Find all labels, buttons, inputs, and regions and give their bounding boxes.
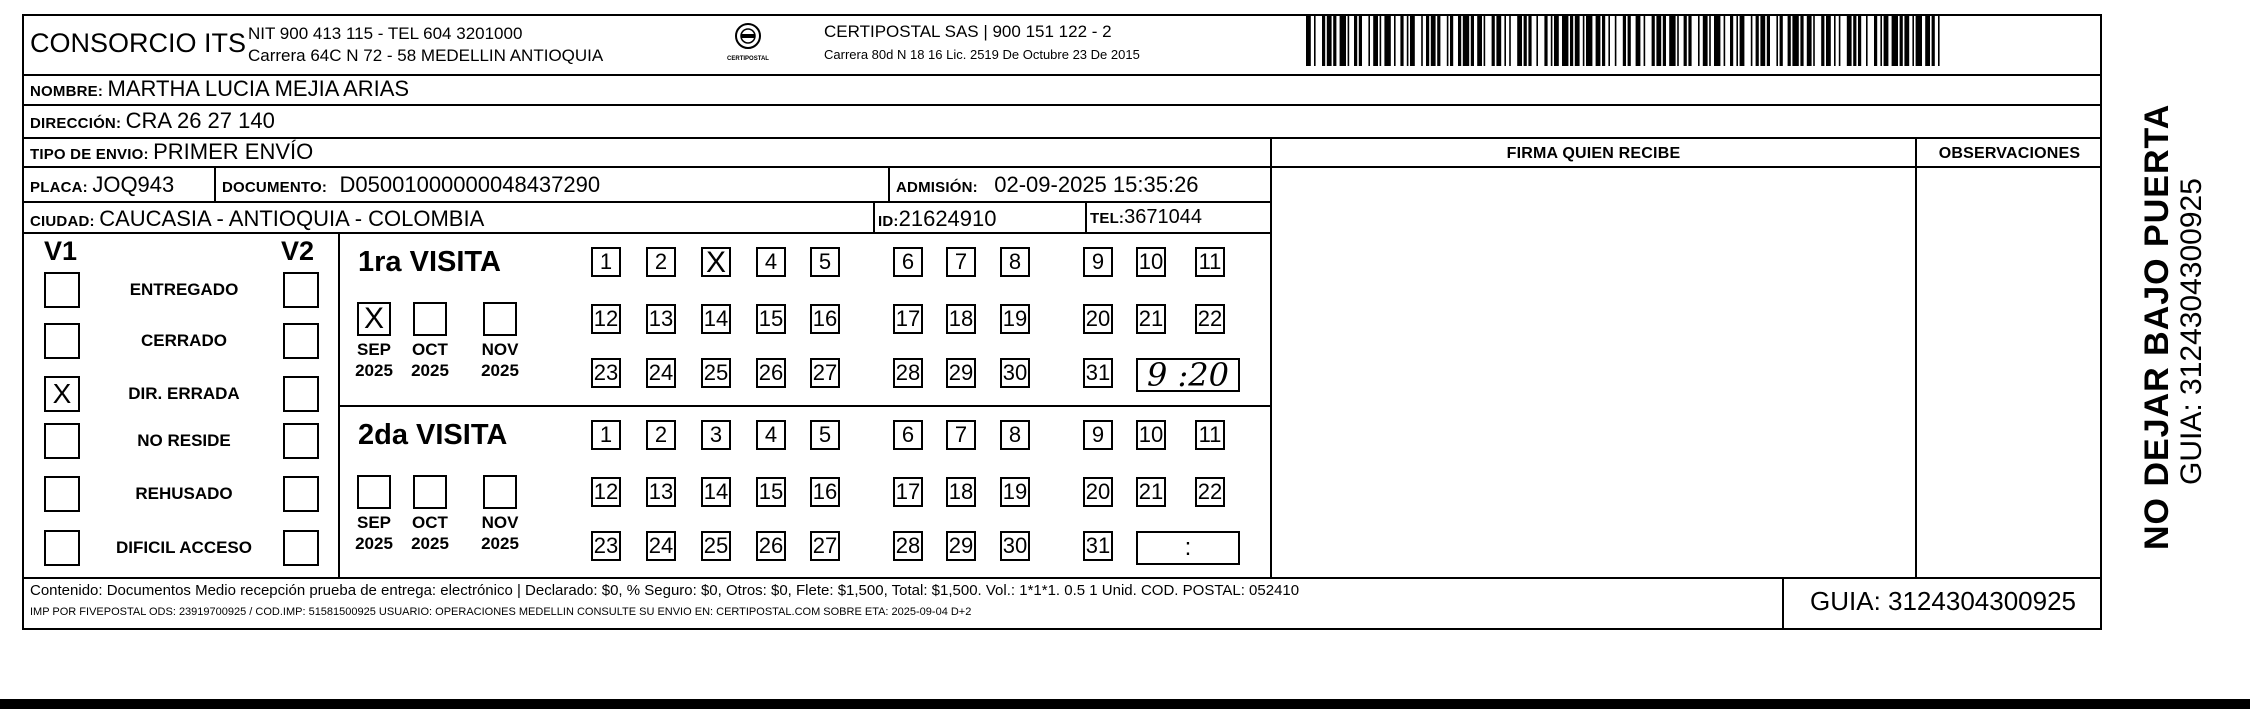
barcode-bar [1354, 14, 1357, 66]
barcode-bar [1724, 14, 1726, 66]
barcode-bar [1596, 14, 1601, 66]
visit2-day-28[interactable]: 28 [893, 531, 923, 561]
visit1-year-label-oct: 2025 [411, 361, 449, 380]
visit2-month-checkbox-nov[interactable] [483, 475, 517, 509]
visit1-month-label-sep: SEP [356, 340, 392, 359]
barcode-bar [1874, 14, 1877, 66]
direccion-value: CRA 26 27 140 [125, 108, 275, 133]
barcode-bar [1528, 14, 1531, 66]
visit1-day-4[interactable]: 4 [756, 247, 786, 277]
side-no-dejar: NO DEJAR BAJO PUERTA [2138, 103, 2176, 550]
barcode-bar [1450, 14, 1453, 66]
barcode-bar [1562, 14, 1568, 66]
barcode-bar [1813, 14, 1815, 66]
barcode-bar [1932, 14, 1935, 66]
visit1-day-22[interactable]: 22 [1195, 304, 1225, 334]
v1-checkbox-dir-errada[interactable]: X [44, 376, 80, 412]
barcode-bar [1368, 14, 1370, 66]
visit1-year-label-nov: 2025 [481, 361, 519, 380]
ciudad-value: CAUCASIA - ANTIOQUIA - COLOMBIA [99, 206, 485, 231]
visit1-day-28[interactable]: 28 [893, 358, 923, 388]
barcode-bar [1767, 14, 1770, 66]
v2-checkbox-rehusado[interactable] [283, 476, 319, 512]
id-value: 21624910 [898, 206, 997, 231]
visit2-day-20[interactable]: 20 [1083, 477, 1113, 507]
visit1-year-label-sep: 2025 [355, 361, 393, 380]
tipo-envio-field [30, 139, 313, 165]
id-label: ID: [878, 213, 899, 230]
placa-field [30, 172, 174, 198]
barcode-bar [1826, 14, 1831, 66]
visit2-day-12[interactable]: 12 [591, 477, 621, 507]
visit1-day-14[interactable]: 14 [701, 304, 731, 334]
visit1-title: 1ra VISITA [358, 246, 501, 278]
courier-license: Carrera 80d N 18 16 Lic. 2519 De Octubre 23 De 2015 [824, 47, 1140, 62]
v2-checkbox-cerrado[interactable] [283, 323, 319, 359]
company-name: CONSORCIO ITS [30, 28, 247, 58]
documento-field [222, 172, 600, 198]
footer-guia: GUIA: 3124304300925 [1810, 586, 2076, 616]
documento-label: DOCUMENTO: [222, 179, 328, 196]
barcode-bar [1421, 14, 1423, 66]
barcode-bar [1477, 14, 1482, 66]
barcode-bar [1517, 14, 1522, 66]
admision-field [896, 172, 1199, 198]
barcode-bar [1426, 14, 1429, 66]
barcode-bar [1570, 14, 1573, 66]
barcode-bar [1348, 14, 1350, 66]
barcode-bar [1373, 14, 1378, 66]
barcode-bar [1714, 14, 1720, 66]
barcode-bar [1575, 14, 1580, 66]
barcode-bar [1437, 14, 1440, 66]
visit1-day-20[interactable]: 20 [1083, 304, 1113, 334]
barcode-bar [1314, 14, 1316, 66]
visit2-day-31[interactable]: 31 [1083, 531, 1113, 561]
visit2-month-checkbox-oct[interactable] [413, 475, 447, 509]
visit1-day-15[interactable]: 15 [756, 304, 786, 334]
status-label-rehusado: REHUSADO [135, 484, 233, 503]
visit1-day-10[interactable]: 10 [1136, 247, 1166, 277]
visit2-day-3[interactable]: 3 [701, 420, 731, 450]
barcode-bar [1554, 14, 1559, 66]
barcode-bar [1688, 14, 1691, 66]
visit2-day-9[interactable]: 9 [1083, 420, 1113, 450]
visit1-day-29[interactable]: 29 [946, 358, 976, 388]
visit1-day-19[interactable]: 19 [1000, 304, 1030, 334]
barcode-bar [1916, 14, 1922, 66]
ciudad-field [30, 206, 484, 232]
barcode-bar [1431, 14, 1436, 66]
visit2-day-17[interactable]: 17 [893, 477, 923, 507]
visit2-day-4[interactable]: 4 [756, 420, 786, 450]
courier-name: CERTIPOSTAL SAS | 900 151 122 - 2 [824, 22, 1112, 41]
barcode-bar [1756, 14, 1759, 66]
visit1-day-2[interactable]: 2 [646, 247, 676, 277]
visit2-month-label-oct: OCT [412, 513, 448, 532]
visit2-day-8[interactable]: 8 [1000, 420, 1030, 450]
status-label-entregado: ENTREGADO [129, 280, 239, 299]
barcode-bar [1760, 14, 1765, 66]
visit2-day-1[interactable]: 1 [591, 420, 621, 450]
barcode-bar [1925, 14, 1930, 66]
visit2-day-14[interactable]: 14 [701, 477, 731, 507]
barcode-bar [1834, 14, 1836, 66]
visit1-day-11[interactable]: 11 [1195, 247, 1225, 277]
v2-checkbox-entregado[interactable] [283, 272, 319, 308]
firma-header: FIRMA QUIEN RECIBE [1506, 145, 1681, 162]
direccion-label: DIRECCIÓN: [30, 115, 122, 132]
barcode-bar [1509, 14, 1511, 66]
v2-header: V2 [281, 236, 315, 266]
status-label-dificil-acceso: DIFICIL ACCESO [115, 538, 252, 557]
visit1-month-checkbox-oct[interactable] [413, 302, 447, 336]
visit2-day-24[interactable]: 24 [646, 531, 676, 561]
certipostal-logo [720, 22, 776, 68]
visit1-day-25[interactable]: 25 [701, 358, 731, 388]
direccion-field [30, 108, 275, 134]
visit2-day-15[interactable]: 15 [756, 477, 786, 507]
barcode-bar [1504, 14, 1506, 66]
v1-checkbox-dificil-acceso[interactable] [44, 530, 80, 566]
barcode-bar [1912, 14, 1914, 66]
barcode-bar [1636, 14, 1641, 66]
barcode-bar [1394, 14, 1396, 66]
visit1-day-13[interactable]: 13 [646, 304, 676, 334]
barcode-bar [1544, 14, 1547, 66]
visit2-day-7[interactable]: 7 [946, 420, 976, 450]
visit2-day-16[interactable]: 16 [810, 477, 840, 507]
barcode-bar [1644, 14, 1646, 66]
barcode-bar [1492, 14, 1495, 66]
visit1-day-24[interactable]: 24 [646, 358, 676, 388]
barcode-bar [1684, 14, 1687, 66]
visit1-day-5[interactable]: 5 [810, 247, 840, 277]
barcode-bar [1322, 14, 1325, 66]
visit1-day-27[interactable]: 27 [810, 358, 840, 388]
certipostal-logo-icon [730, 22, 766, 50]
barcode-bar [1327, 14, 1332, 66]
barcode-bar [1904, 14, 1909, 66]
barcode-bar [1384, 14, 1390, 66]
barcode-bar [1792, 14, 1798, 66]
barcode-bar [1736, 14, 1738, 66]
visit2-month-label-sep: SEP [356, 513, 392, 532]
barcode-bar [1866, 14, 1868, 66]
v1-header: V1 [44, 236, 78, 266]
barcode-bar [1709, 14, 1711, 66]
nombre-label: NOMBRE: [30, 83, 104, 100]
visit1-month-checkbox-nov[interactable] [483, 302, 517, 336]
barcode-bar [1652, 14, 1655, 66]
visit2-month-checkbox-sep[interactable] [357, 475, 391, 509]
visit1-time-box[interactable]: 9 :20 [1136, 358, 1240, 392]
visit1-day-18[interactable]: 18 [946, 304, 976, 334]
tel-value: 3671044 [1124, 206, 1203, 228]
barcode-bar [1788, 14, 1791, 66]
visit2-day-18[interactable]: 18 [946, 477, 976, 507]
v1-checkbox-cerrado[interactable] [44, 323, 80, 359]
visit2-day-27[interactable]: 27 [810, 531, 840, 561]
barcode-bar [1938, 14, 1940, 66]
tipo-envio-label: TIPO DE ENVIO: [30, 146, 149, 163]
barcode-bar [1858, 14, 1861, 66]
documento-value: D05001000000048437290 [339, 172, 601, 197]
id-field [878, 206, 997, 232]
barcode-bar [1496, 14, 1501, 66]
visit1-day-31[interactable]: 31 [1083, 358, 1113, 388]
barcode-bar [1463, 14, 1469, 66]
visit2-day-11[interactable]: 11 [1195, 420, 1225, 450]
v1-checkbox-entregado[interactable] [44, 272, 80, 308]
placa-value: JOQ943 [92, 172, 175, 197]
barcode-bar [1536, 14, 1538, 66]
barcode-bar [1892, 14, 1898, 66]
admision-label: ADMISIÓN: [896, 179, 978, 196]
barcode-bar [1740, 14, 1745, 66]
footer-contenido: Contenido: Documentos Medio recepción prueba de entrega: electrónico | Declarado: $0, % Seguro: $0, Otros: $0, Flete: $1,500, Total: $1,500. Vol.: 1*1*1. 0.5 1 Unid. COD. POSTAL: 052410 [30, 582, 1300, 599]
bottom-edge-strip [0, 699, 2250, 709]
visit1-day-6[interactable]: 6 [893, 247, 923, 277]
barcode-bar [1400, 14, 1403, 66]
visit1-day-1[interactable]: 1 [591, 247, 621, 277]
barcode-bar [1306, 14, 1311, 66]
visit2-day-23[interactable]: 23 [591, 531, 621, 561]
barcode-bar [1583, 14, 1585, 66]
status-label-cerrado: CERRADO [141, 331, 227, 350]
barcode-bar [1847, 14, 1852, 66]
barcode-bar [1586, 14, 1592, 66]
nombre-field [30, 76, 409, 102]
barcode [1306, 14, 1942, 66]
visit1-day-23[interactable]: 23 [591, 358, 621, 388]
barcode-bar [1807, 14, 1812, 66]
v1-checkbox-no-reside[interactable] [44, 423, 80, 459]
ciudad-label: CIUDAD: [30, 213, 95, 230]
visit1-day-9[interactable]: 9 [1083, 247, 1113, 277]
visit1-month-checkbox-sep[interactable]: X [357, 302, 391, 336]
visit2-day-22[interactable]: 22 [1195, 477, 1225, 507]
barcode-bar [1703, 14, 1708, 66]
barcode-bar [1380, 14, 1382, 66]
barcode-bar [1524, 14, 1527, 66]
visit1-month-label-nov: NOV [481, 340, 519, 359]
tipo-envio-value: PRIMER ENVÍO [153, 139, 314, 164]
tel-label: TEL: [1090, 210, 1125, 227]
barcode-bar [1333, 14, 1336, 66]
barcode-bar [1407, 14, 1409, 66]
visit1-day-26[interactable]: 26 [756, 358, 786, 388]
v2-checkbox-no-reside[interactable] [283, 423, 319, 459]
barcode-bar [1656, 14, 1661, 66]
barcode-bar [1853, 14, 1856, 66]
footer-imp: IMP POR FIVEPOSTAL ODS: 23919700925 / COD.IMP: 51581500925 USUARIO: OPERACIONES MEDELLIN CONSULTE SU ENVIO EN: CERTIPOSTAL.COM SOBRE ETA: 2025-09-04 D+2 [30, 606, 972, 618]
barcode-bar [1677, 14, 1679, 66]
barcode-bar [1623, 14, 1626, 66]
visit2-year-label-oct: 2025 [411, 534, 449, 553]
barcode-bar [1458, 14, 1461, 66]
visit1-day-12[interactable]: 12 [591, 304, 621, 334]
visit1-month-label-oct: OCT [412, 340, 448, 359]
barcode-bar [1800, 14, 1803, 66]
barcode-bar [1484, 14, 1486, 66]
tel-field [1090, 206, 1202, 229]
barcode-bar [1776, 14, 1778, 66]
visit1-day-16[interactable]: 16 [810, 304, 840, 334]
barcode-bar [1615, 14, 1617, 66]
visit2-day-13[interactable]: 13 [646, 477, 676, 507]
company-address: Carrera 64C N 72 - 58 MEDELLIN ANTIOQUIA [248, 46, 604, 65]
visit2-title: 2da VISITA [358, 419, 508, 451]
visit2-month-label-nov: NOV [481, 513, 519, 532]
placa-label: PLACA: [30, 179, 88, 196]
barcode-bar [1780, 14, 1783, 66]
visit2-time-box[interactable]: : [1136, 531, 1240, 565]
side-guia: GUIA: 3124304300925 [2175, 178, 2208, 485]
barcode-bar [1551, 14, 1553, 66]
logo-text: CERTIPOSTAL [727, 56, 769, 62]
barcode-bar [1628, 14, 1631, 66]
company-nit: NIT 900 413 115 - TEL 604 3201000 [248, 24, 523, 43]
barcode-bar [1447, 14, 1449, 66]
visit2-day-5[interactable]: 5 [810, 420, 840, 450]
visit1-day-8[interactable]: 8 [1000, 247, 1030, 277]
barcode-bar [1608, 14, 1610, 66]
barcode-bar [1884, 14, 1889, 66]
visit2-day-25[interactable]: 25 [701, 531, 731, 561]
visit2-day-29[interactable]: 29 [946, 531, 976, 561]
visit2-day-21[interactable]: 21 [1136, 477, 1166, 507]
visit2-day-10[interactable]: 10 [1136, 420, 1166, 450]
visit2-day-19[interactable]: 19 [1000, 477, 1030, 507]
v1-checkbox-rehusado[interactable] [44, 476, 80, 512]
visit2-day-6[interactable]: 6 [893, 420, 923, 450]
barcode-bar [1410, 14, 1415, 66]
visit2-day-26[interactable]: 26 [756, 531, 786, 561]
visit1-day-17[interactable]: 17 [893, 304, 923, 334]
guide-frame [22, 14, 2102, 630]
barcode-bar [1730, 14, 1733, 66]
barcode-bar [1340, 14, 1346, 66]
visit2-year-label-sep: 2025 [355, 534, 393, 553]
barcode-bar [1698, 14, 1700, 66]
barcode-bar [1669, 14, 1675, 66]
barcode-bar [1602, 14, 1605, 66]
barcode-bar [1839, 14, 1841, 66]
visit1-day-7[interactable]: 7 [946, 247, 976, 277]
barcode-bar [1359, 14, 1362, 66]
barcode-bar [1880, 14, 1882, 66]
nombre-value: MARTHA LUCIA MEJIA ARIAS [107, 76, 410, 101]
barcode-bar [1900, 14, 1903, 66]
v2-checkbox-dificil-acceso[interactable] [283, 530, 319, 566]
barcode-bar [1471, 14, 1474, 66]
visit1-day-3[interactable]: X [701, 247, 731, 277]
visit1-day-21[interactable]: 21 [1136, 304, 1166, 334]
visit2-day-2[interactable]: 2 [646, 420, 676, 450]
visit2-day-30[interactable]: 30 [1000, 531, 1030, 561]
barcode-bar [1821, 14, 1824, 66]
observaciones-header: OBSERVACIONES [1938, 145, 2081, 162]
visit2-year-label-nov: 2025 [481, 534, 519, 553]
status-label-dir-errada: DIR. ERRADA [128, 384, 240, 403]
visit1-day-30[interactable]: 30 [1000, 358, 1030, 388]
status-label-no-reside: NO RESIDE [137, 431, 231, 450]
admision-value: 02-09-2025 15:35:26 [994, 172, 1199, 197]
v2-checkbox-dir-errada[interactable] [283, 376, 319, 412]
barcode-bar [1751, 14, 1753, 66]
barcode-bar [1663, 14, 1666, 66]
